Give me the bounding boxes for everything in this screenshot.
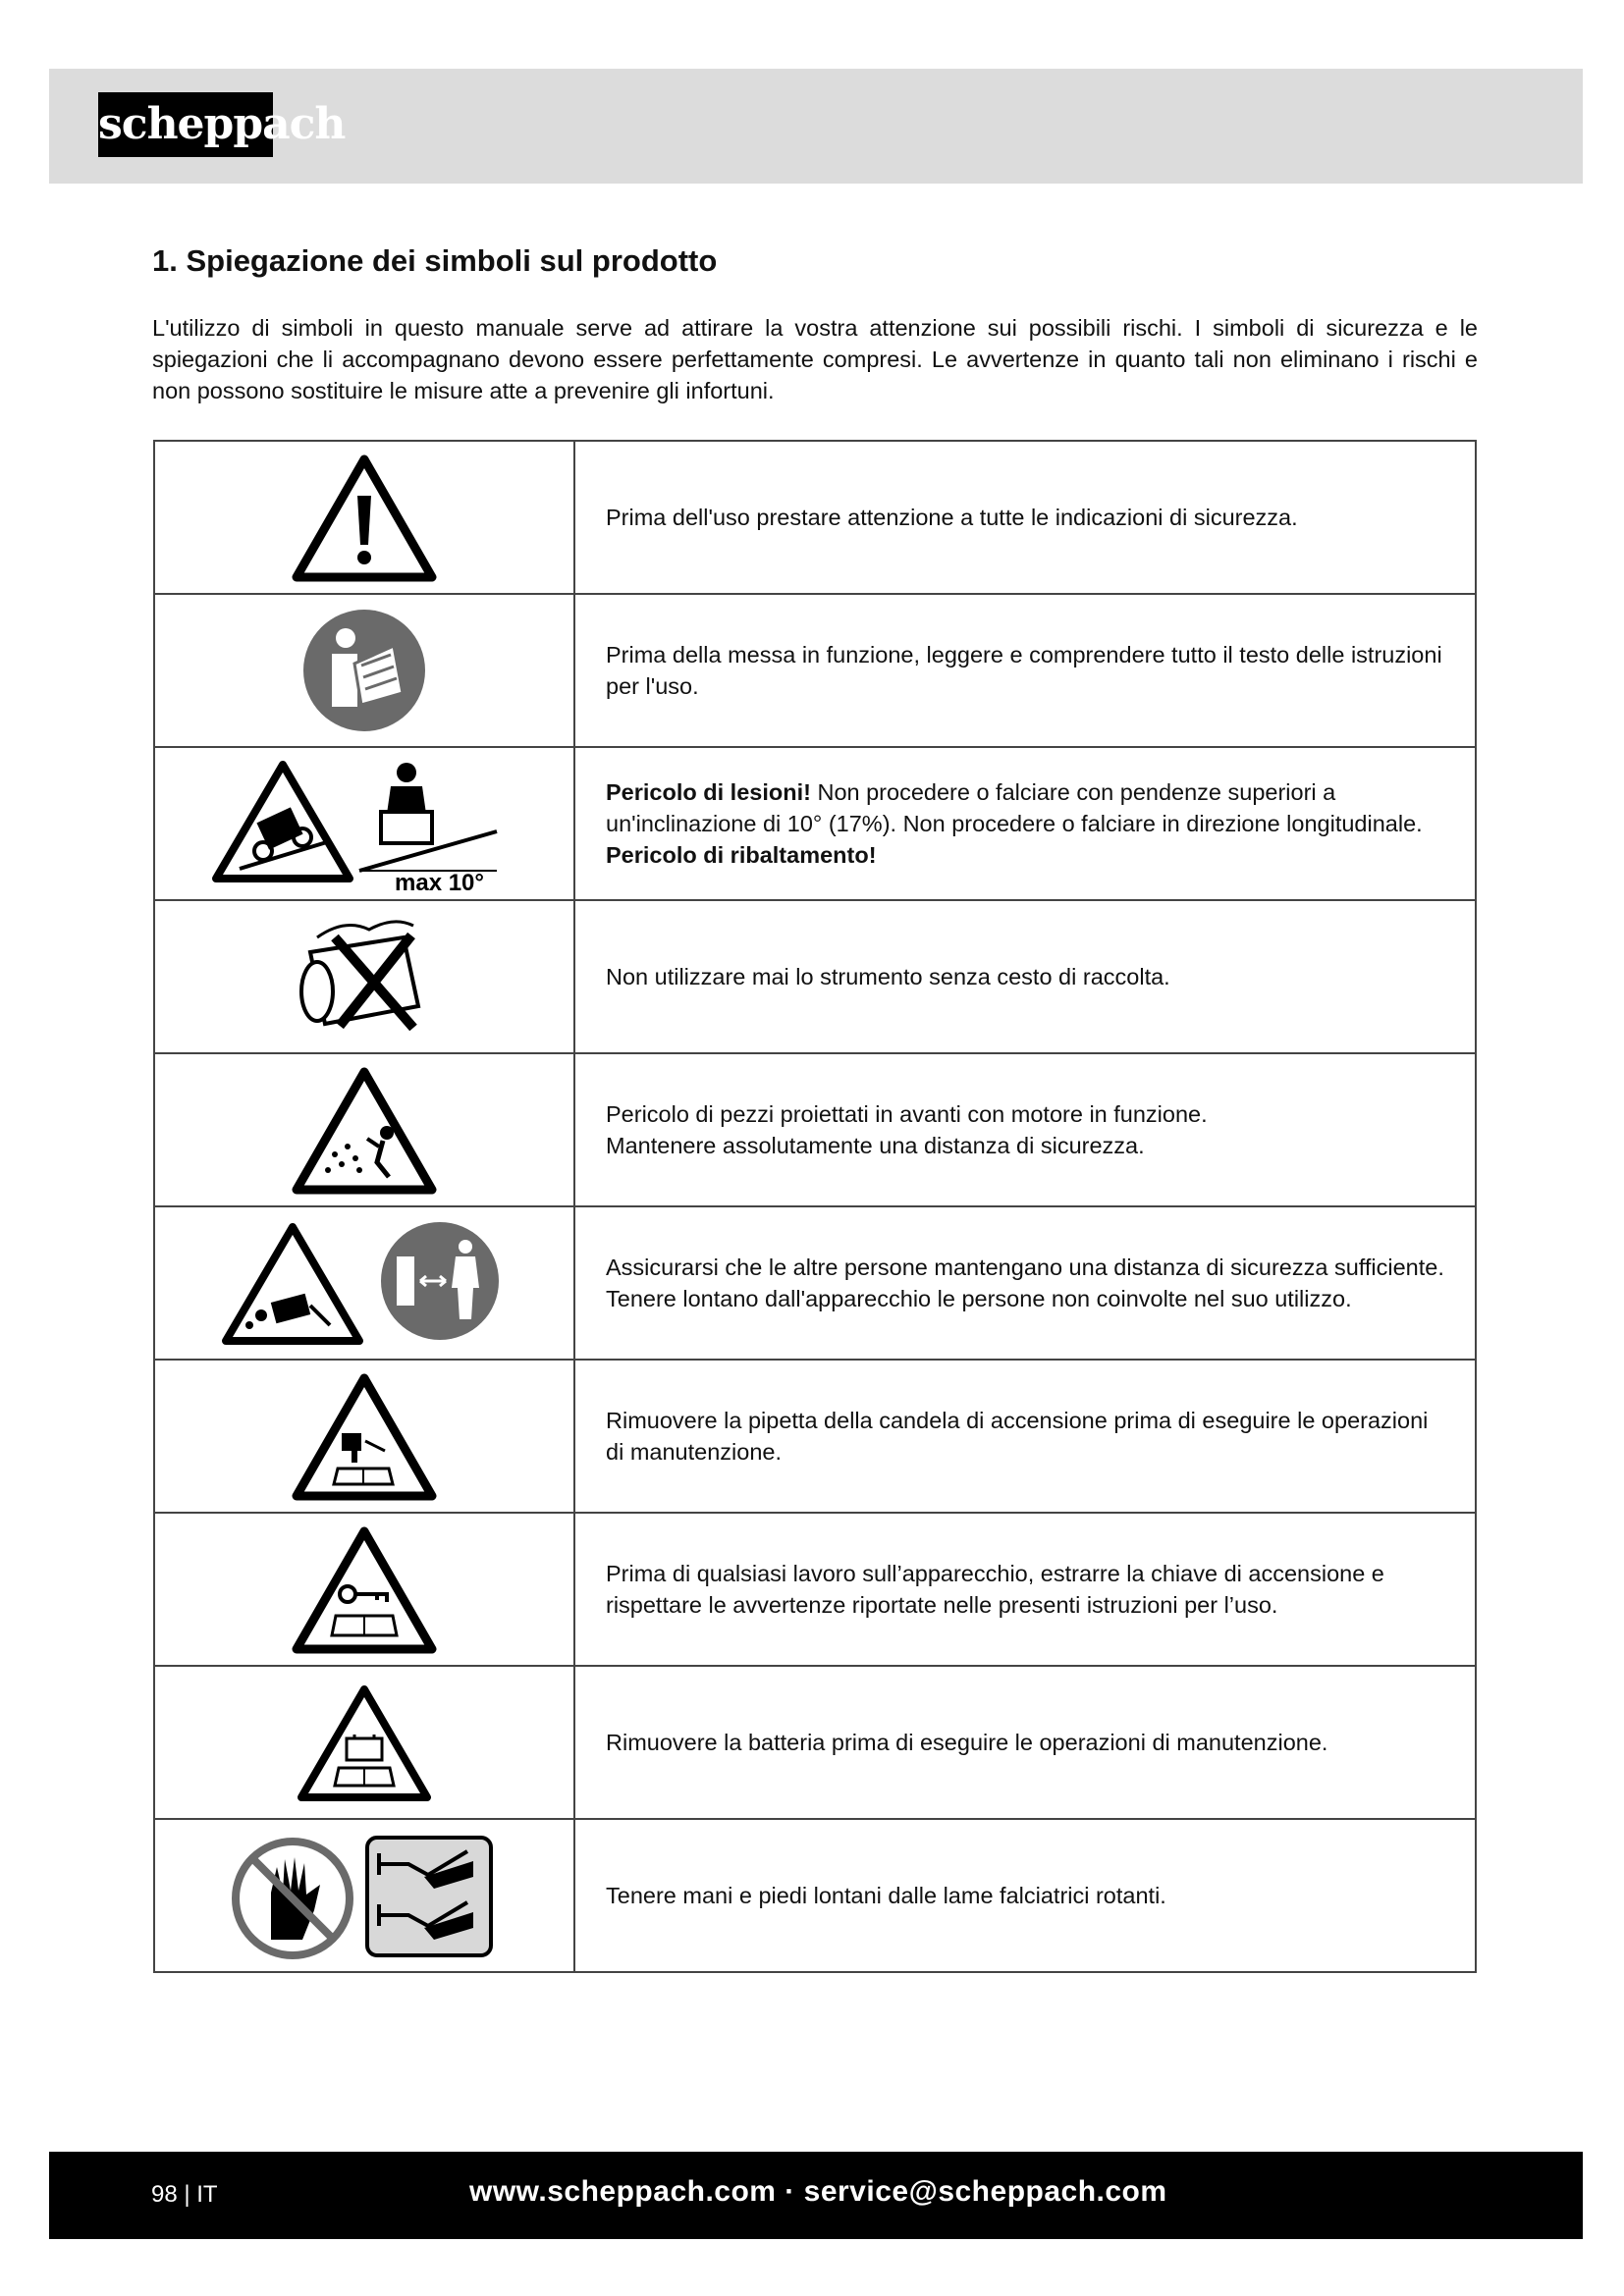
symbol-description: Rimuovere la pipetta della candela di accensione prima di eseguire le operazioni di manutenzione. (574, 1360, 1476, 1513)
warning-exclamation-icon (291, 452, 438, 584)
symbol-row (154, 594, 1476, 747)
symbol-description: Non utilizzare mai lo strumento senza cesto di raccolta. (574, 900, 1476, 1053)
slope-instructions: Non procedere o falciare con pendenze superiori a un'inclinazione di 10° (17%). Non procedere o falciare in direzione longitudinale. (606, 779, 1423, 836)
icon-cell (154, 1819, 574, 1972)
symbol-row (154, 900, 1476, 1053)
icon-cell (154, 1513, 574, 1666)
icon-cell (154, 594, 574, 747)
spark-plug-warning-icon (291, 1370, 438, 1503)
projectile-warning-text: Pericolo di pezzi proiettati in avanti con motore in funzione. (606, 1101, 1208, 1127)
symbol-row (154, 1053, 1476, 1206)
projectile-warning-icon (291, 1064, 438, 1197)
no-grass-catcher-icon (296, 908, 433, 1045)
icon-cell (154, 1053, 574, 1206)
read-manual-icon (300, 607, 428, 734)
symbol-row (154, 1206, 1476, 1360)
symbol-row (154, 1360, 1476, 1513)
symbol-row (154, 1666, 1476, 1819)
slope-label: max 10° (395, 869, 484, 895)
symbol-description: Assicurarsi che le altre persone mantengano una distanza di sicurezza sufficiente. Tenere lontano dall'apparecchio le persone non coinvolte nel suo utilizzo. (574, 1206, 1476, 1360)
symbol-description: Prima della messa in funzione, leggere e comprendere tutto il testo delle istruzioni per l'uso. (574, 594, 1476, 747)
symbol-description: Tenere mani e piedi lontani dalle lame falciatrici rotanti. (574, 1819, 1476, 1972)
icon-cell (154, 900, 574, 1053)
symbol-row (154, 1513, 1476, 1666)
symbol-description (574, 747, 1476, 900)
icon-cell (154, 441, 574, 594)
ignition-key-warning-icon (291, 1523, 438, 1656)
scheppach-logo: scheppach (98, 92, 273, 157)
page-header (49, 69, 1583, 184)
battery-warning-icon (296, 1682, 433, 1804)
contact-info: www.scheppach.com · service@scheppach.com (469, 2175, 1167, 2208)
icon-cell (154, 1360, 574, 1513)
symbol-description (574, 1053, 1476, 1206)
section-title: 1. Spiegazione dei simboli sul prodotto (152, 243, 718, 278)
icon-cell (154, 1666, 574, 1819)
symbol-row (154, 747, 1476, 900)
hands-feet-blades-icon (232, 1832, 497, 1959)
page-number: 98 | IT (151, 2181, 218, 2208)
intro-paragraph: L'utilizzo di simboli in questo manuale serve ad attirare la vostra attenzione sui possibili rischi. I simboli di sicurezza e le spiegazioni che li accompagnano devono essere perfettamente compresi. Le avvertenze in quanto tali non eliminano i rischi e non possono sostituire le misure atte a prevenire gli infortuni. (152, 315, 1478, 403)
symbol-row (154, 1819, 1476, 1972)
icon-cell (154, 1206, 574, 1360)
keep-distance-text: Mantenere assolutamente una distanza di sicurezza. (606, 1133, 1145, 1158)
page-footer (49, 2152, 1583, 2239)
rollover-warning: Pericolo di ribaltamento! (606, 842, 877, 868)
slope-rollover-icon (212, 753, 516, 895)
symbol-description: Prima dell'uso prestare attenzione a tutte le indicazioni di sicurezza. (574, 441, 1476, 594)
symbol-row (154, 441, 1476, 594)
symbols-table (153, 440, 1477, 1973)
symbol-description: Rimuovere la batteria prima di eseguire le operazioni di manutenzione. (574, 1666, 1476, 1819)
keep-distance-icon (222, 1217, 507, 1350)
injury-warning: Pericolo di lesioni! (606, 779, 811, 805)
symbol-description: Prima di qualsiasi lavoro sull’apparecchio, estrarre la chiave di accensione e rispettare le avvertenze riportate nelle presenti istruzioni per l’uso. (574, 1513, 1476, 1666)
icon-cell (154, 747, 574, 900)
